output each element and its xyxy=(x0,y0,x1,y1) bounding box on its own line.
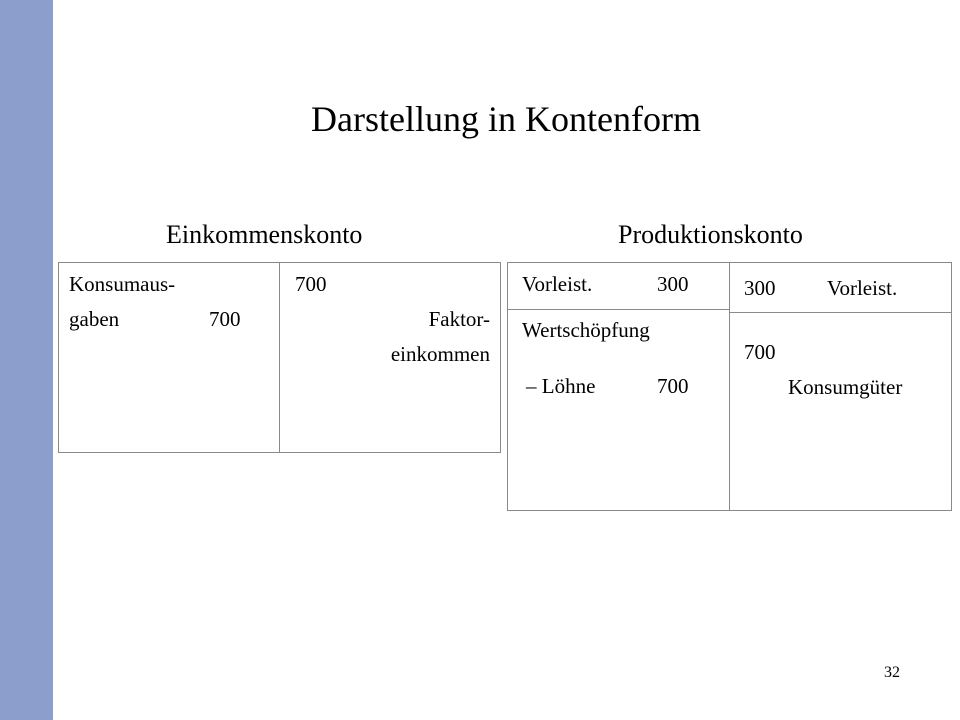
loehne-label: – Löhne xyxy=(526,374,596,398)
konsumgueter-value: 700 xyxy=(744,340,776,364)
row-divider xyxy=(730,312,951,313)
einkommenskonto-heading: Einkommenskonto xyxy=(166,220,363,249)
faktoreinkommen-label-line2: einkommen xyxy=(390,342,490,366)
konsumgueter-label: Konsumgüter xyxy=(788,375,903,399)
faktoreinkommen-value: 700 xyxy=(295,272,327,296)
produktionskonto-credit-side xyxy=(729,262,952,511)
einkommenskonto-credit-side xyxy=(279,262,501,453)
page-number: 32 xyxy=(884,664,900,681)
konsumausgaben-value: 700 xyxy=(209,307,241,331)
konsumausgaben-label-line1: Konsumaus- xyxy=(69,272,176,296)
konsumausgaben-label-line2: gaben xyxy=(69,307,120,331)
vorleistungen-value: 300 xyxy=(657,272,689,296)
wertschoepfung-label: Wertschöpfung xyxy=(522,318,650,342)
produktionskonto-heading: Produktionskonto xyxy=(618,220,803,249)
loehne-value: 700 xyxy=(657,374,689,398)
slide-title: Darstellung in Kontenform xyxy=(311,99,701,139)
vorleistungen-credit-label: Vorleist. xyxy=(827,276,898,300)
vorleistungen-label: Vorleist. xyxy=(522,272,593,296)
vorleistungen-credit-value: 300 xyxy=(744,276,776,300)
row-divider xyxy=(508,309,729,310)
produktionskonto-debit-side xyxy=(507,262,730,511)
faktoreinkommen-label-line1: Faktor- xyxy=(428,307,490,331)
einkommenskonto-debit-side xyxy=(58,262,280,453)
